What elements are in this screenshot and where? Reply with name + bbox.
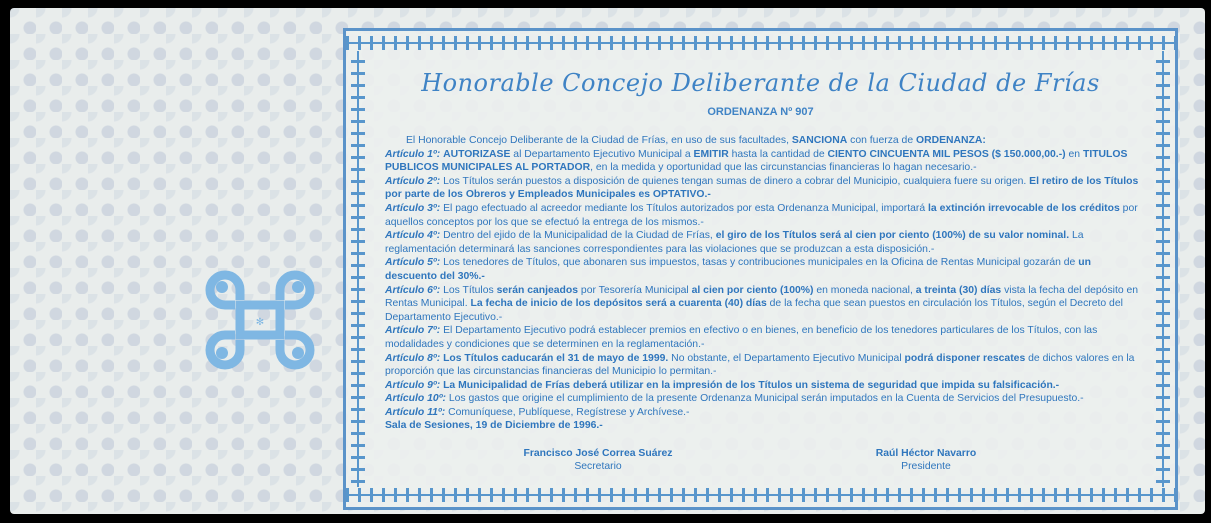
emblem-icon xyxy=(200,265,320,375)
article-text: en xyxy=(1065,148,1083,160)
article-3 xyxy=(385,202,1145,229)
article-text: Dentro del ejido de la Municipalidad de la Ciudad de Frías, xyxy=(443,230,716,242)
article-text: por aquellos conceptos por los que se efectuó la entrega de los mismos.- xyxy=(385,202,1138,228)
article-heading: Artículo 10º: xyxy=(385,393,449,405)
ordinance-text xyxy=(385,134,1145,433)
article-text: TITULOS PUBLICOS MUNICIPALES AL PORTADOR xyxy=(385,148,1128,174)
article-2 xyxy=(385,175,1145,202)
article-6 xyxy=(385,284,1145,325)
article-text: el giro de los Títulos será al cien por ciento (100%) de su valor nominal. xyxy=(715,230,1070,242)
session-line: Sala de Sesiones, 19 de Diciembre de 1996.- xyxy=(385,420,603,432)
article-text: un descuento del 30%.- xyxy=(385,257,1091,282)
article-text: por Tesorería Municipal xyxy=(578,284,692,296)
article-text: La fecha de inicio de los depósitos será a cuarenta (40) días xyxy=(470,298,767,310)
article-1 xyxy=(385,148,1145,175)
council-title: Honorable Concejo Deliberante de la Ciudad de Frías xyxy=(421,69,1100,97)
article-text: podrá disponer rescates xyxy=(904,352,1026,364)
article-text: La Municipalidad de Frías deberá utilizar en la impresión de los Títulos un sistema de seguridad que impida su falsificación.- xyxy=(443,379,1060,391)
article-text: CIENTO CINCUENTA MIL PESOS ($ 150.000,00.-) xyxy=(827,148,1066,160)
article-text: No obstante, el Departamento Ejecutivo Municipal xyxy=(668,352,905,364)
article-text: de dichos valores en la proporción que las circunstancias financieras del Municipio lo permitan.- xyxy=(385,352,1135,378)
article-7 xyxy=(385,324,1145,351)
article-text: , en la medida y oportunidad que las circunstancias financieras lo hagan necesario.- xyxy=(590,162,977,174)
article-text: Los Títulos xyxy=(443,284,497,296)
article-text: Los Títulos serán puestos a disposición de quienes tengan sumas de dinero a cobrar del Municipio, cualquiera fuere su origen. xyxy=(443,175,1030,187)
svg-text:✻: ✻ xyxy=(255,317,265,328)
article-text: a treinta (30) días xyxy=(915,284,1002,296)
border-bottom xyxy=(346,488,1175,502)
article-heading: Artículo 9º: xyxy=(385,379,444,391)
article-text: serán canjeados xyxy=(496,284,579,296)
article-heading: Artículo 2º: xyxy=(385,175,444,187)
article-text: El retiro de los Títulos por parte de los Obreros y Empleados Municipales es OPTATIVO.- xyxy=(385,175,1139,201)
article-heading: Artículo 6º: xyxy=(385,284,444,296)
article-text: EMITIR xyxy=(693,148,729,160)
article-text: El Departamento Ejecutivo podrá establecer premios en efectivo o en bienes, en beneficio de los tenedores particulares de los Títulos, con las modalidades y condiciones que se determinen en la reglamentación.- xyxy=(385,325,1098,350)
article-text: vista la fecha del depósito en Rentas Municipal. xyxy=(385,284,1139,310)
article-text: Los Títulos caducarán el 31 de mayo de 1999. xyxy=(443,352,669,364)
article-9 xyxy=(385,379,1145,393)
article-text: Comuníquese, Publíquese, Regístrese y Archívese.- xyxy=(448,406,690,418)
signature-president: Raúl Héctor Navarro Presidente xyxy=(875,448,977,472)
article-text: La reglamentación determinará las sanciones correspondientes para las violaciones que se produzcan a esta disposición.- xyxy=(385,230,1084,255)
signature-secretary: Francisco José Correa Suárez Secretario xyxy=(523,448,673,472)
article-text: al cien por ciento (100%) xyxy=(691,284,814,296)
article-heading: Artículo 11º: xyxy=(385,406,449,418)
article-heading: Artículo 8º: xyxy=(385,352,444,364)
article-heading: Artículo 1º: xyxy=(385,148,444,160)
article-text: AUTORIZASE xyxy=(443,148,511,160)
article-5 xyxy=(385,256,1145,283)
article-text: de la fecha que sean puestos en circulación los Títulos, según el Decreto del Departamento Ejecutivo.- xyxy=(385,298,1123,323)
article-text: en moneda nacional, xyxy=(813,284,916,296)
article-4 xyxy=(385,229,1145,256)
article-8 xyxy=(385,352,1145,379)
article-11 xyxy=(385,406,1145,420)
article-text: Los tenedores de Títulos, que abonaren sus impuestos, tasas y contribuciones municipales en la Oficina de Rentas Municipal gozarán de xyxy=(443,257,1079,269)
ordinance-panel xyxy=(343,28,1178,510)
intro-paragraph: El Honorable Concejo Deliberante de la Ciudad de Frías, en uso de sus facultades, SANCIONA con fuerza de ORDENANZA: xyxy=(406,135,986,146)
article-heading: Artículo 7º: xyxy=(385,325,444,337)
border-top xyxy=(346,36,1175,50)
article-text: El pago efectuado al acreedor mediante los Títulos autorizados por esta Ordenanza Municipal, importará xyxy=(443,202,929,214)
article-heading: Artículo 5º: xyxy=(385,257,444,269)
articles-list xyxy=(385,148,1145,420)
article-heading: Artículo 3º: xyxy=(385,202,444,214)
ordinance-number: ORDENANZA Nº 907 xyxy=(707,106,814,118)
article-text: Los gastos que origine el cumplimiento de la presente Ordenanza Municipal serán imputados en la Cuenta de Servicios del Presupuesto.- xyxy=(448,393,1084,405)
article-heading: Artículo 4º: xyxy=(385,230,444,242)
article-text: la extinción irrevocable de los créditos xyxy=(928,202,1120,214)
article-text: al Departamento Ejecutivo Municipal a xyxy=(510,148,694,160)
article-10 xyxy=(385,392,1145,406)
article-text: hasta la cantidad de xyxy=(728,148,828,160)
